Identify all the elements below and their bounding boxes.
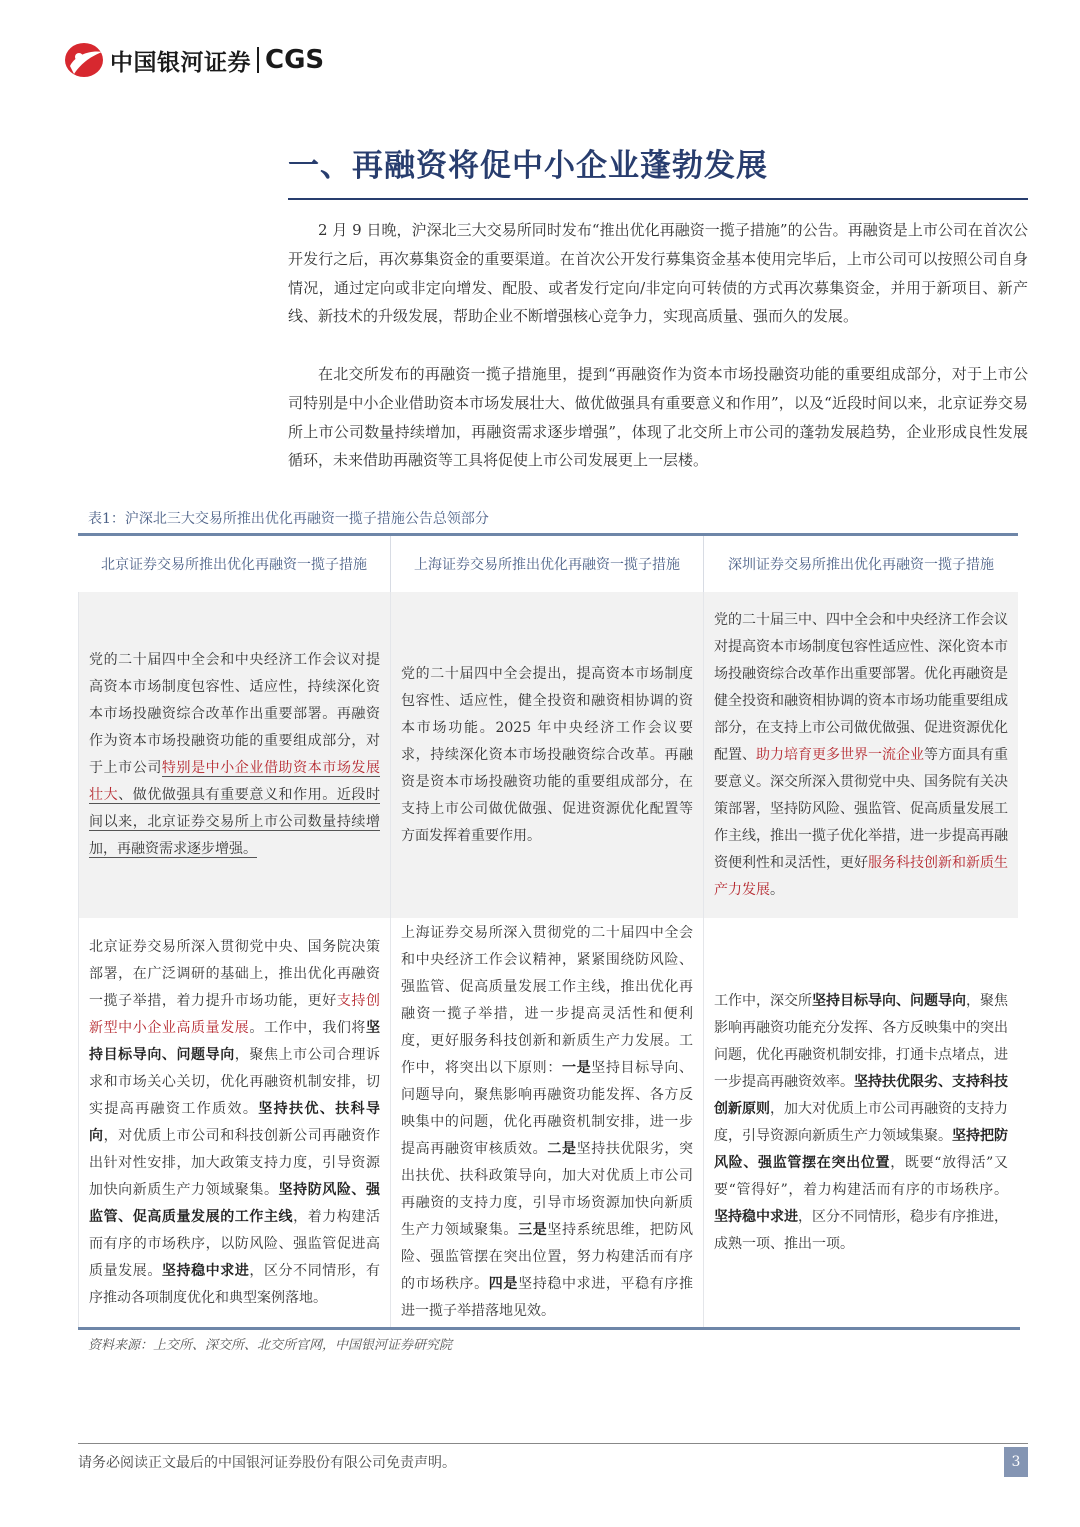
szse-intro-text-3: 。	[770, 881, 784, 898]
szse-principles-text: 工作中，深交所	[714, 992, 812, 1009]
brand-separator	[257, 47, 259, 73]
body-paragraph-2: 在北交所发布的再融资一揽子措施里，提到“再融资作为资本市场投融资功能的重要组成部分，对于上市公司特别是中小企业借助资本市场发展壮大、做优做强具有重要意义和作用”，以及“近段时间以来，北京证券交易所上市公司数量持续增加，再融资需求逐步增强”，体现了北交所上市公司的蓬勃发展趋势，企业形成良性发展循环，未来借助再融资等工具将促使上市公司发展更上一层楼。	[288, 365, 1028, 470]
table-cell-szse-principles	[704, 918, 1018, 1327]
sse-intro-text: 党的二十届四中全会提出，提高资本市场制度包容性、适应性，健全投资和融资相协调的资本市场功能。2025 年中央经济工作会议要求，持续深化资本市场投融资综合改革。再融资是资本市场投融资功能的重要组成部分，在支持上市公司做优做强、促进资源优化配置等方面发挥着重要作用。	[401, 665, 693, 844]
page-number: 3	[1004, 1447, 1028, 1477]
table-bottom-rule	[78, 1327, 1020, 1330]
szse-principle-2-desc: ，加大对优质上市公司再融资的支持力度，引导资源向新质生产力领域集聚。	[714, 1100, 1008, 1144]
table-header-sse: 上海证券交易所推出优化再融资一揽子措施	[391, 536, 704, 592]
table-cell-sse-intro	[391, 592, 704, 918]
bse-principles-text: 北京证券交易所深入贯彻党中央、国务院决策部署，在广泛调研的基础上，推出优化再融资一揽子举措，着力提升市场功能，更好	[89, 938, 380, 1009]
footer-disclaimer: 请务必阅读正文最后的中国银河证券股份有限公司免责声明。	[78, 1455, 456, 1471]
bse-principle-3: 坚持防风险、强监管、促高质量发展的工作主线	[89, 1181, 381, 1225]
bse-principle-2-desc: ，对优质上市公司和科技创新公司再融资作出针对性安排，加大政策支持力度，引导资源加快向新质生产力领域聚集。	[89, 1127, 381, 1198]
table-cell-bse-intro	[78, 592, 391, 918]
table-caption: 表1：沪深北三大交易所推出优化再融资一揽子措施公告总领部分	[88, 511, 489, 527]
table-cell-szse-intro	[704, 592, 1018, 918]
szse-principle-4-desc: ，区分不同情形，稳步有序推进，成熟一项、推出一项。	[714, 1208, 1008, 1252]
sse-principles-text: 上海证券交易所深入贯彻党的二十届四中全会和中央经济工作会议精神，紧紧围绕防风险、强监管、促高质量发展工作主线，推出优化再融资一揽子举措，进一步提高灵活性和便利度，更好服务科技创新和新质生产力发展。工作中，将突出以下原则：	[401, 925, 693, 1076]
table-header-szse: 深圳证券交易所推出优化再融资一揽子措施	[704, 536, 1018, 592]
sse-principle-4-label: 四是	[488, 1276, 519, 1292]
company-logo	[62, 40, 324, 80]
section-title: 一、再融资将促中小企业蓬勃发展	[288, 148, 768, 184]
bse-principle-4: 坚持稳中求进	[161, 1262, 250, 1279]
bse-principles-text-2: 。工作中，我们将	[249, 1019, 367, 1036]
szse-principle-1-desc: ，聚焦影响再融资功能充分发挥、各方反映集中的突出问题，优化再融资机制安排，打通卡点堵点，进一步提高再融资效率。	[714, 992, 1008, 1090]
brand-name-en: CGS	[265, 45, 325, 75]
bse-principles-highlight: 支持创新型中小企业高质量发展	[89, 992, 381, 1036]
szse-principle-2: 坚持扶优限劣、支持科技创新原则	[714, 1073, 1008, 1117]
table-cell-bse-principles	[78, 918, 391, 1327]
szse-principle-1: 坚持目标导向、问题导向	[812, 992, 966, 1009]
szse-intro-text: 党的二十届三中、四中全会和中央经济工作会议对提高资本市场制度包容性适应性、深化资本市场投融资综合改革作出重要部署。优化再融资是健全投资和融资相协调的资本市场功能重要组成部分，在支持上市公司做优做强、促进资源优化配置、	[714, 611, 1008, 763]
bse-principle-2: 坚持扶优、扶科导向	[89, 1100, 381, 1144]
szse-intro-text-2: 等方面具有重要意义。深交所深入贯彻党中央、国务院有关决策部署，坚持防风险、强监管、促高质量发展工作主线，推出一揽子优化举措，进一步提高再融资便利性和灵活性，更好	[714, 746, 1008, 871]
brand-name-cn: 中国银河证券	[110, 49, 251, 76]
szse-principle-4: 坚持稳中求进	[714, 1208, 798, 1225]
bse-principle-4-desc: ，区分不同情形，有序推动各项制度优化和典型案例落地。	[89, 1262, 381, 1306]
szse-intro-highlight-2: 服务科技创新和新质生产力发展	[714, 854, 1008, 898]
szse-intro-highlight-1: 助力培育更多世界一流企业	[756, 746, 924, 763]
szse-principle-3-desc: ，既要“放得活”又要“管得好”，着力构建活而有序的市场秩序。	[714, 1154, 1008, 1198]
sse-principle-2-label: 二是	[547, 1141, 577, 1157]
bse-principle-1: 坚持目标导向、问题导向	[89, 1019, 381, 1063]
szse-principle-3: 坚持把防风险、强监管摆在突出位置	[714, 1127, 1008, 1171]
bse-intro-underlined: 、做优做强具有重要意义和作用。近段时间以来，北京证券交易所上市公司数量持续增加，再融资需求逐步增强。	[89, 787, 381, 857]
bse-intro-text: 党的二十届四中全会和中央经济工作会议对提高资本市场制度包容性、适应性，持续深化资本市场投融资综合改革作出重要部署。再融资作为资本市场投融资功能的重要组成部分，对于上市公司	[89, 652, 380, 776]
sse-principle-3-desc: 坚持系统思维，把防风险、强监管摆在突出位置，努力构建活而有序的市场秩序。	[401, 1222, 694, 1292]
bse-principle-1-desc: ，聚焦上市公司合理诉求和市场关心关切，优化再融资机制安排，切实提高再融资工作质效。	[89, 1046, 381, 1117]
galaxy-logo-icon	[62, 40, 106, 80]
sse-principle-4-desc: 坚持稳中求进，平稳有序推进一揽子举措落地见效。	[401, 1276, 694, 1319]
bse-principle-3-desc: ，着力构建活而有序的市场秩序，以防风险、强监管促进高质量发展。	[89, 1208, 381, 1279]
footer-divider	[78, 1443, 1028, 1444]
body-paragraph-1: 2 月 9 日晚，沪深北三大交易所同时发布“推出优化再融资一揽子措施”的公告。再融资是上市公司在首次公开发行之后，再次募集资金的重要渠道。在首次公开发行募集资金基本使用完毕后，上市公司可以按照公司自身情况，通过定向或非定向增发、配股、或者发行定向/非定向可转债的方式再次募集资金，并用于新项目、新产线、新技术的升级发展，帮助企业不断增强核心竞争力，实现高质量、强而久的发展。	[288, 221, 1028, 326]
title-divider	[288, 198, 1028, 200]
sse-principle-2-desc: 坚持扶优限劣，突出扶优、扶科政策导向，加大对优质上市公司再融资的支持力度，引导市场资源加快向新质生产力领域聚集。	[401, 1141, 694, 1238]
table-header-bse: 北京证券交易所推出优化再融资一揽子措施	[78, 536, 391, 592]
table-cell-sse-principles	[391, 918, 704, 1327]
bse-intro-highlight: 特别是中小企业借助资本市场发展壮大	[89, 760, 381, 803]
table-source: 资料来源：上交所、深交所、北交所官网，中国银河证券研究院	[88, 1338, 453, 1353]
sse-principle-1-desc: 坚持目标导向、问题导向，聚焦影响再融资功能发挥、各方反映集中的问题，优化再融资机制安排，进一步提高再融资审核质效。	[401, 1060, 694, 1157]
sse-principle-1-label: 一是	[561, 1060, 592, 1076]
sse-principle-3-label: 三是	[518, 1222, 548, 1238]
